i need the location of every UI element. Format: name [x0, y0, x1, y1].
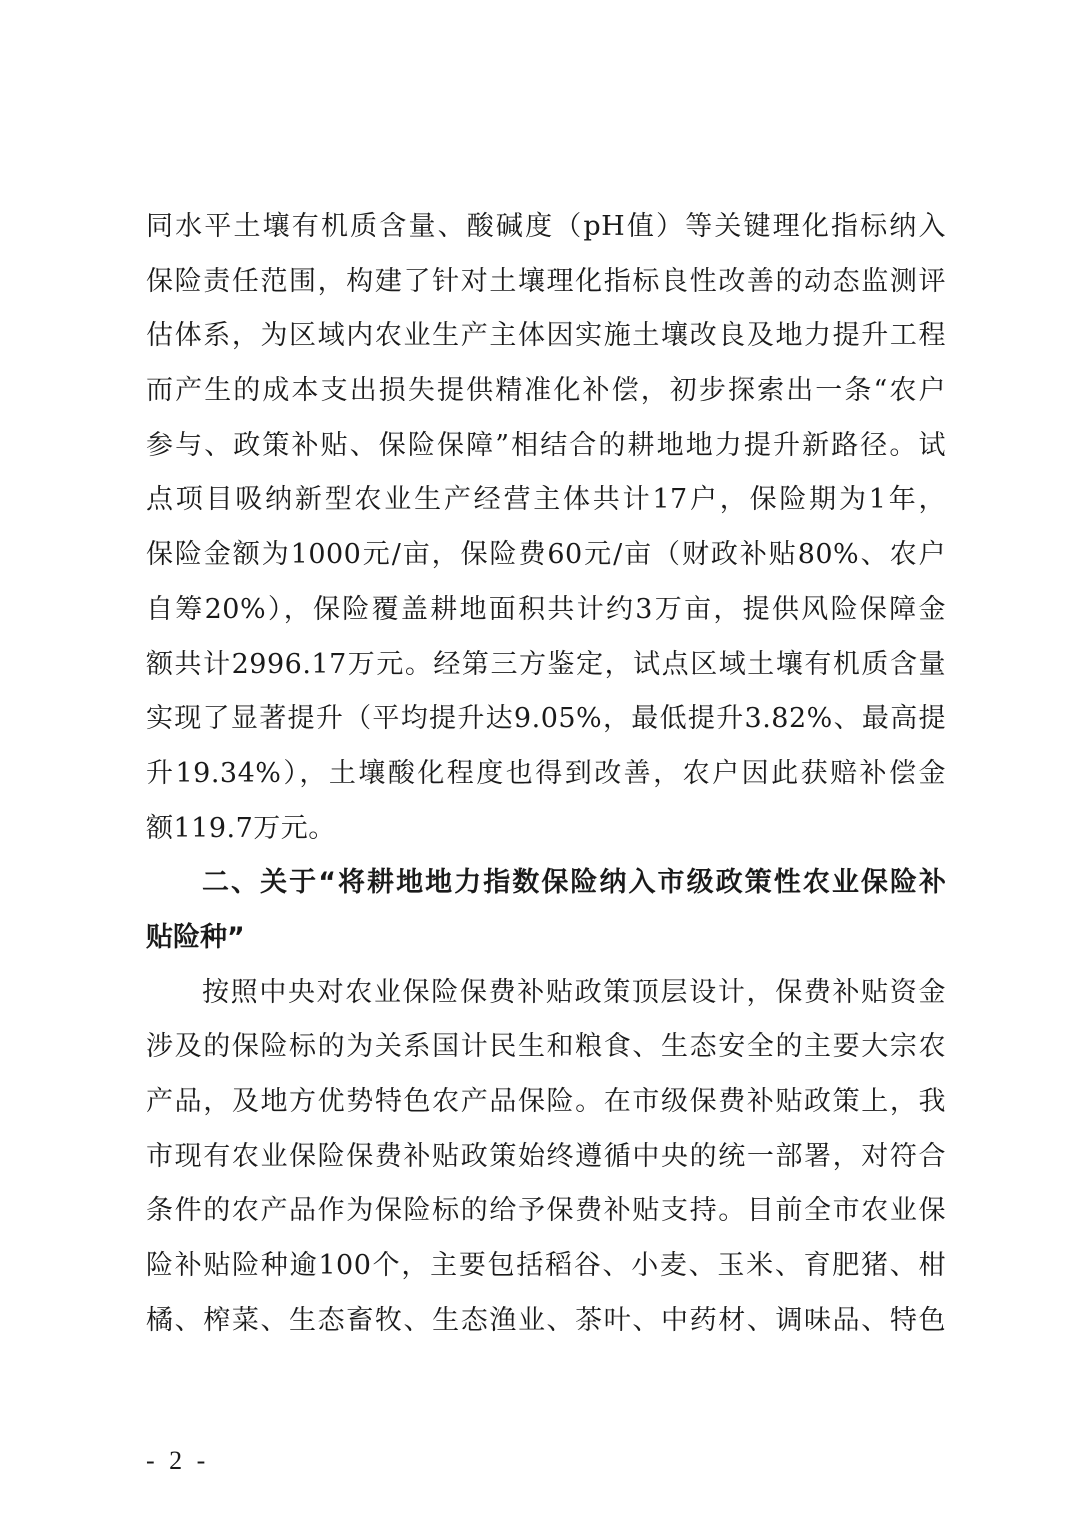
paragraph-pilot-results [146, 200, 946, 856]
text-line: 额119.7万元。 [146, 812, 336, 844]
text-line: 条件的农产品作为保险标的给予保费补贴支持。目前全市农业保 [146, 1195, 946, 1227]
text-line: 保险金额为1000元/亩，保险费60元/亩（财政补贴80%、农户 [146, 539, 946, 571]
heading-line: 贴险种” [146, 921, 245, 953]
section-heading [146, 856, 946, 965]
text-line: 自筹20%），保险覆盖耕地面积共计约3万亩，提供风险保障金 [146, 593, 946, 625]
text-line: 市现有农业保险保费补贴政策始终遵循中央的统一部署，对符合 [146, 1140, 946, 1172]
page-number: - 2 - [146, 1446, 210, 1475]
text-line: 而产生的成本支出损失提供精准化补偿，初步探索出一条“农户 [146, 375, 946, 407]
text-line: 涉及的保险标的为关系国计民生和粮食、生态安全的主要大宗农 [146, 1031, 946, 1063]
text-line: 险补贴险种逾100个，主要包括稻谷、小麦、玉米、育肥猪、柑 [146, 1250, 946, 1282]
paragraph-subsidy-policy [146, 966, 946, 1349]
text-line: 同水平土壤有机质含量、酸碱度（pH值）等关键理化指标纳入 [146, 211, 946, 242]
text-line: 产品，及地方优势特色农产品保险。在市级保费补贴政策上，我 [146, 1086, 946, 1117]
document-body [146, 200, 946, 1348]
text-line: 实现了显著提升（平均提升达9.05%，最低提升3.82%、最高提 [146, 703, 946, 735]
text-line: 按照中央对农业保险保费补贴政策顶层设计，保费补贴资金 [202, 976, 946, 1008]
text-line: 升19.34%），土壤酸化程度也得到改善，农户因此获赔补偿金 [146, 757, 946, 789]
heading-line: 二、关于“将耕地地力指数保险纳入市级政策性农业保险补 [202, 867, 946, 899]
text-line: 参与、政策补贴、保险保障”相结合的耕地地力提升新路径。试 [146, 429, 946, 461]
text-line: 额共计2996.17万元。经第三方鉴定，试点区域土壤有机质含量 [146, 648, 946, 680]
text-line: 估体系，为区域内农业生产主体因实施土壤改良及地力提升工程 [146, 320, 946, 352]
text-line: 橘、榨菜、生态畜牧、生态渔业、茶叶、中药材、调味品、特色 [146, 1304, 946, 1336]
text-line: 点项目吸纳新型农业生产经营主体共计17户，保险期为1年， [146, 484, 946, 516]
text-line: 保险责任范围，构建了针对土壤理化指标良性改善的动态监测评 [146, 265, 946, 297]
